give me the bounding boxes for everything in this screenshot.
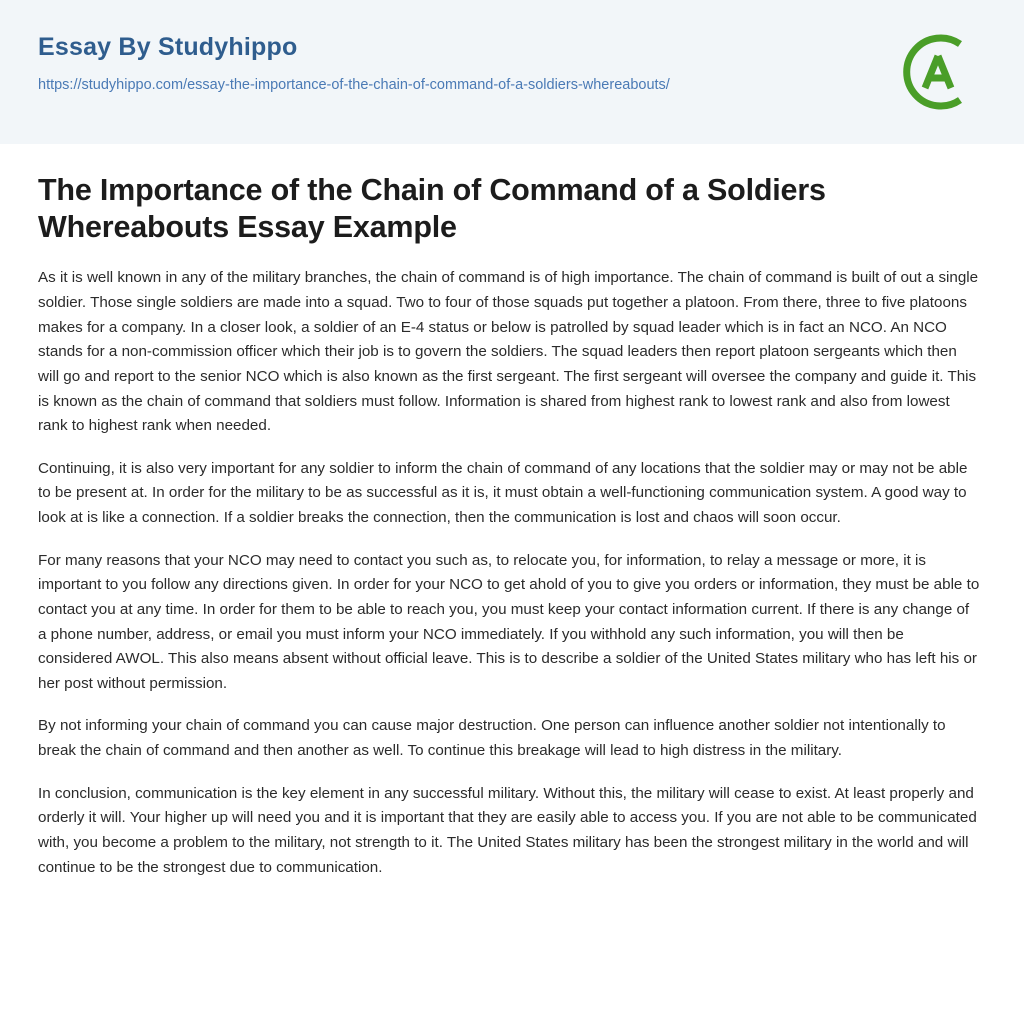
article-paragraph: In conclusion, communication is the key element in any successful military. Without this, the military will cease to exist. At least properly and orderly it will. Your higher up will need you and it is important that they are easily able to access you. If you are not able to be communicated with, you become a problem to the military, not strength to it. The United States military has been the strongest military in the world and will continue to be the strongest due to communication. — [38, 784, 977, 876]
site-brand: Essay By Studyhippo — [38, 33, 298, 61]
article-paragraph: As it is well known in any of the military branches, the chain of command is of high importance. The chain of command is built of out a single soldier. Those single soldiers are made into a squad. Two to four of those squads put together a platoon. From there, three to five platoons makes for a company. In a closer look, a soldier of an E-4 status or below is patrolled by squad leader which is in fact an NCO. An NCO stands for a non-commission officer which their job is to govern the soldiers. The squad leaders then report platoon sergeants which then will go and report to the senior NCO which is also known as the first sergeant. The first sergeant will oversee the company and guide it. This is known as the chain of command that soldiers must follow. Information is shared from highest rank to lowest rank and also from lowest rank to highest rank when needed. — [38, 269, 979, 435]
site-header — [0, 0, 1024, 144]
article-paragraph: For many reasons that your NCO may need to contact you such as, to relocate you, for information, to relay a message or more, it is important to you follow any directions given. In order for your NCO to get ahold of you to give you orders or information, they must be able to contact you at any time. In order for them to be able to reach you, you must keep your contact information current. If there is any change of a phone number, address, or email you must inform your NCO immediately. If you withhold any such information, you will then be considered AWOL. This also means absent without official leave. This is to describe a soldier of the United States military who has left his or her post without permission. — [38, 551, 980, 692]
article-paragraph: By not informing your chain of command you can cause major destruction. One person can influence another soldier not intentionally to break the chain of command and then another as well. To continue this breakage will lead to high distress in the military. — [38, 717, 946, 760]
page-title: The Importance of the Chain of Command of a Soldiers Whereabouts Essay Example — [38, 173, 826, 245]
source-url[interactable]: https://studyhippo.com/essay-the-importance-of-the-chain-of-command-of-a-soldiers-whereabouts/ — [38, 76, 670, 93]
article-body — [0, 144, 1024, 880]
article-paragraph: Continuing, it is also very important for any soldier to inform the chain of command of any locations that the soldier may or may not be able to be present at. In order for the military to be as successful as it is, it must obtain a well-functioning communication system. A good way to look at is like a connection. If a soldier breaks the connection, then the communication is lost and chaos will soon occur. — [38, 459, 968, 527]
studyhippo-a-logo-icon — [894, 28, 982, 116]
